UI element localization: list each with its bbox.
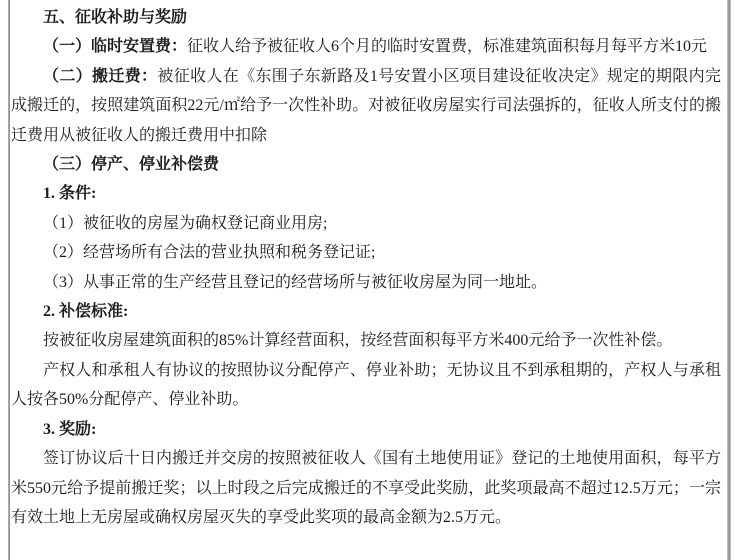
paragraph [11,32,721,61]
paragraph-lead: （一）临时安置费： [43,38,188,56]
paragraph: 产权人和承租人有协议的按照协议分配停产、停业补助；无协议且不到承租期的，产权人与承租人按各50%分配停产、停业补助。 [11,361,721,409]
list-item: （1）被征收的房屋为确权登记商业用房; [43,214,328,232]
section-heading: 五、征收补助与奖励 [43,9,188,26]
list-item: （3）从事正常的生产经营且登记的经营场所与被征收房屋为同一地址。 [43,273,548,291]
paragraph-lead: （二）搬迁费： [43,67,158,85]
paragraph: 签订协议后十日内搬迁并交房的按照被征收人《国有土地使用证》登记的土地使用面积，每平方米550元给予提前搬迁奖；以上时段之后完成搬迁的不享受此奖励，此奖项最高不超过12.5万元；一宗有效土地上无房屋或确权房屋灭失的享受此奖项的最高金额为2.5万元。 [11,450,721,526]
sub-heading: 2. 补偿标准: [43,303,129,321]
paragraph [11,62,721,150]
page-right-edge [727,0,731,560]
paragraph-text: 征收人给予被征收人6个月的临时安置费，标准建筑面积每月每平方米10元 [187,38,708,56]
list-item: （2）经营场所有合法的营业执照和税务登记证; [43,244,376,262]
sub-heading: 3. 奖励: [43,420,97,438]
sub-heading: 1. 条件: [43,185,97,203]
paragraph: 按被征收房屋建筑面积的85%计算经营面积，按经营面积每平方米400元给予一次性补偿。 [43,332,673,350]
paragraph-text: 被征收人在《东围子东新路及1号安置小区项目建设征收决定》规定的期限内完成搬迁的，按照建筑面积22元/㎡给予一次性补助。对被征收房屋实行司法强拆的，征收人所支付的搬迁费用从被征收人的搬迁费用中扣除 [11,67,721,144]
page-left-edge [8,0,10,560]
sub-heading: （三）停产、停业补偿费 [43,156,220,174]
document-content [11,3,721,532]
